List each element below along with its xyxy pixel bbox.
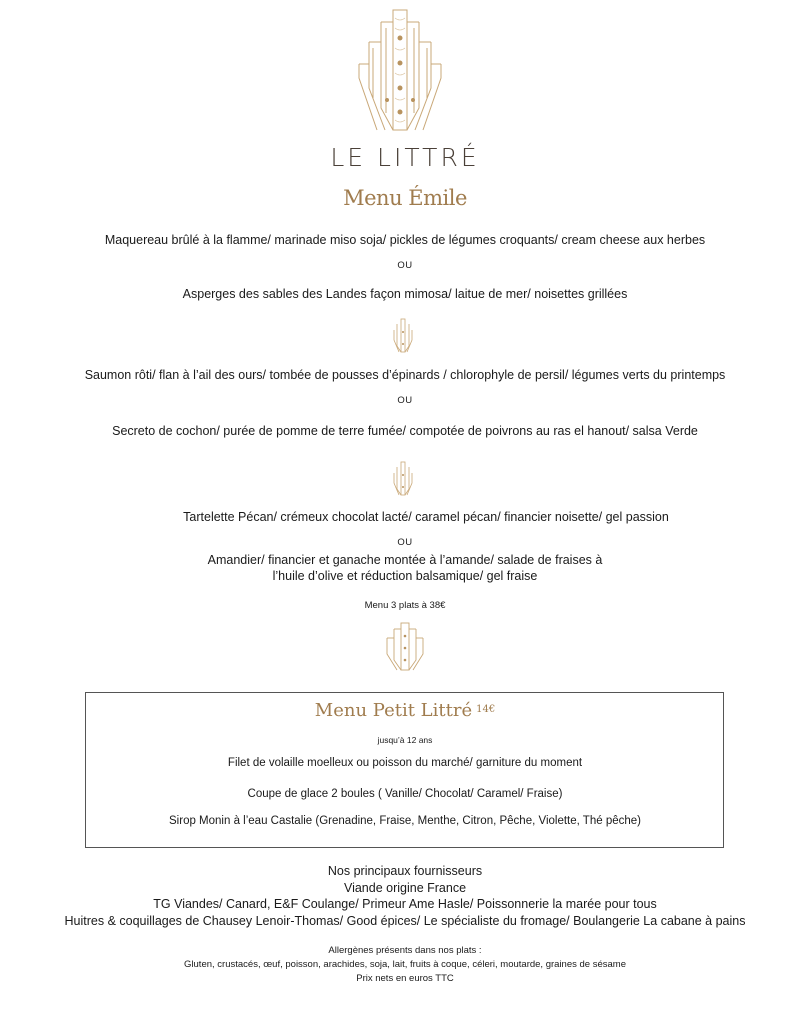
- ornament-large-icon: [383, 622, 427, 672]
- plat-2: Secreto de cochon/ purée de pomme de terre fumée/ compotée de poivrons au ras el hanout/ salsa Verde: [112, 424, 698, 438]
- dessert-2-line2: l’huile d’olive et réduction balsamique/ gel fraise: [272, 569, 538, 583]
- entree-1: Maquereau brûlé à la flamme/ marinade miso soja/ pickles de légumes croquants/ cream cheese aux herbes: [104, 233, 706, 247]
- dessert-2-line1: Amandier/ financier et ganache montée à l’amande/ salade de fraises à: [207, 553, 603, 567]
- allergens-list: Gluten, crustacés, œuf, poisson, arachides, soja, lait, fruits à coque, céleri, moutarde, graines de sésame: [184, 959, 626, 970]
- suppliers-title: Nos principaux fournisseurs: [327, 864, 483, 878]
- separator-ou: OU: [397, 260, 413, 271]
- kids-item-3: Sirop Monin à l’eau Castalie (Grenadine, Fraise, Menthe, Citron, Pêche, Violette, Thé pêche): [169, 815, 641, 827]
- art-deco-logo: [355, 8, 445, 136]
- kids-age-note: jusqu’à 12 ans: [377, 735, 433, 745]
- ornament-icon: [393, 461, 413, 497]
- supplier-line-1: Viande origine France: [343, 881, 467, 895]
- dessert-1: Tartelette Pécan/ crémeux chocolat lacté/ caramel pécan/ financier noisette/ gel passion: [183, 510, 669, 524]
- kids-menu-title: [0, 700, 810, 721]
- ornament-icon: [393, 318, 413, 354]
- menu-emile-title: Menu Émile: [343, 186, 467, 210]
- allergens-title: Allergènes présents dans nos plats :: [328, 945, 482, 956]
- separator-ou: OU: [397, 395, 413, 406]
- kids-menu-title-text: Menu Petit Littré: [314, 700, 473, 721]
- entree-2: Asperges des sables des Landes façon mimosa/ laitue de mer/ noisettes grillées: [182, 287, 628, 301]
- supplier-line-3: Huitres & coquillages de Chausey Lenoir-Thomas/ Good épices/ Le spécialiste du fromage/ Boulangerie La cabane à pains: [64, 914, 746, 928]
- kids-menu-price: 14€: [476, 704, 496, 715]
- prices-note: Prix nets en euros TTC: [356, 973, 454, 984]
- brand-name: LE LITTRÉ: [330, 143, 480, 172]
- kids-item-2: Coupe de glace 2 boules ( Vanille/ Chocolat/ Caramel/ Fraise): [247, 788, 563, 800]
- supplier-line-2: TG Viandes/ Canard, E&F Coulange/ Primeur Ame Hasle/ Poissonnerie la marée pour tous: [153, 897, 657, 911]
- plat-1: Saumon rôti/ flan à l’ail des ours/ tombée de pousses d’épinards / chlorophyle de persil/ légumes verts du printemps: [84, 368, 726, 382]
- separator-ou: OU: [397, 537, 413, 548]
- menu-price: Menu 3 plats à 38€: [364, 600, 446, 611]
- kids-item-1: Filet de volaille moelleux ou poisson du marché/ garniture du moment: [227, 757, 583, 769]
